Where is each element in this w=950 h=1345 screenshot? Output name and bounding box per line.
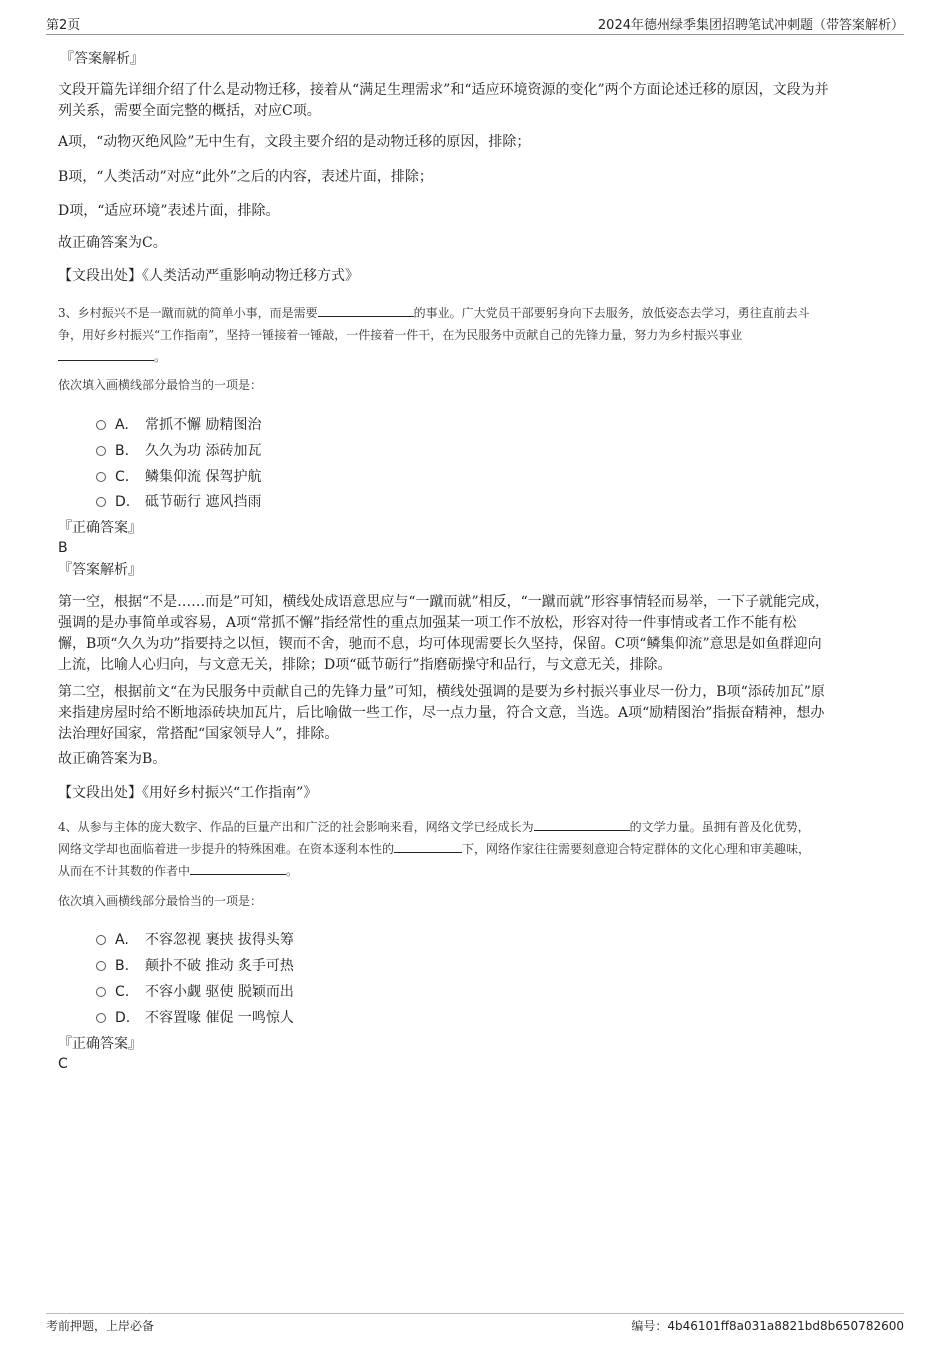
radio-icon[interactable]	[96, 472, 106, 482]
radio-icon[interactable]	[96, 497, 106, 507]
correct-answer-label: 『正确答案』	[58, 1036, 142, 1052]
text-line: 文段开篇先详细介绍了什么是动物迁移，接着从“满足生理需求”和“适应环境资源的变化”两个方面论述迁移的原因，文段为并	[58, 82, 829, 98]
page-number: 第2页	[46, 18, 81, 33]
fill-blank	[534, 816, 630, 831]
text-line: 强调的是办事简单或容易，A项“常抓不懈”指经常性的重点加强某一项工作不放松，形容对待一件事情或者工作不能有松	[58, 615, 797, 631]
question-prompt: 依次填入画横线部分最恰当的一项是：	[58, 378, 263, 392]
text-line: 列关系，需要全面完整的概括，对应C项。	[58, 103, 321, 119]
option-a-analysis: A项，“动物灭绝风险”无中生有，文段主要介绍的是动物迁移的原因，排除；	[58, 134, 531, 150]
page-header	[46, 14, 904, 35]
radio-icon[interactable]	[96, 987, 106, 997]
option-letter: D.	[115, 494, 131, 510]
fill-blank	[190, 860, 286, 875]
text-line: 法治理好国家，常搭配“国家领导人”，排除。	[58, 726, 339, 742]
text-line: 第二空，根据前文“在为民服务中贡献自己的先锋力量”可知，横线处强调的是要为乡村振兴事业尽一份力，B项“添砖加瓦”原	[58, 684, 825, 700]
analysis-paragraph-1	[58, 592, 894, 676]
stem-text: 3、乡村振兴不是一蹴而就的简单小事，而是需要	[58, 306, 318, 320]
option-text: 不容忽视 裹挟 拔得头筹	[145, 932, 294, 948]
q3-option-a[interactable]	[96, 414, 261, 434]
fill-blank	[58, 346, 154, 361]
stem-text: 的事业。广大党员干部要躬身向下去服务，放低姿态去学习，勇往直前去斗	[413, 306, 810, 320]
fill-blank	[318, 302, 414, 317]
q4-option-c[interactable]	[96, 981, 294, 1001]
radio-icon[interactable]	[96, 961, 106, 971]
text-line: 来指建房屋时给不断地添砖块加瓦片，后比喻做一些工作，尽一点力量，符合文意，当选。A项“励精图治”指振奋精神，想办	[58, 705, 825, 721]
stem-text: 。	[286, 864, 299, 878]
q3-option-d[interactable]	[96, 491, 261, 511]
fill-blank	[394, 838, 462, 853]
analysis-paragraph-2	[58, 682, 894, 745]
source: 【文段出处】《用好乡村振兴“工作指南”》	[58, 785, 318, 801]
option-text: 不容小觑 驱使 脱颖而出	[145, 984, 294, 1000]
document-id: 编号：4b46101ff8a031a8821bd8b650782600	[631, 1319, 904, 1333]
page-footer	[46, 1313, 904, 1339]
analysis-label: 『答案解析』	[60, 51, 144, 67]
stem-text: 网络文学却也面临着进一步提升的特殊困难。在资本逐利本性的	[58, 842, 395, 856]
option-b-analysis: B项，“人类活动”对应“此外”之后的内容，表述片面，排除；	[58, 169, 433, 185]
correct-answer: C	[58, 1056, 68, 1072]
radio-icon[interactable]	[96, 420, 106, 430]
text-line: 上流，比喻人心归向，与文意无关，排除；D项“砥节砺行”指磨砺操守和品行，与文意无关，排除。	[58, 657, 672, 673]
stem-text: 的文学力量。虽拥有普及化优势，	[629, 820, 810, 834]
option-text: 久久为功 添砖加瓦	[145, 443, 262, 459]
radio-icon[interactable]	[96, 446, 106, 456]
conclusion: 故正确答案为C。	[58, 235, 167, 251]
stem-text: 4、从参与主体的庞大数字、作品的巨量产出和广泛的社会影响来看，网络文学已经成长为	[58, 820, 534, 834]
option-letter: B.	[115, 443, 130, 459]
option-letter: A.	[115, 417, 129, 433]
stem-text: 争，用好乡村振兴“工作指南”，坚持一锤接着一锤敲，一件接着一件干，在为民服务中贡献自己的先锋力量，努力为乡村振兴事业	[58, 328, 743, 342]
correct-answer-label: 『正确答案』	[58, 520, 142, 536]
correct-answer: B	[58, 540, 68, 556]
q3-option-b[interactable]	[96, 440, 261, 460]
stem-text: 从而在不计其数的作者中	[58, 864, 191, 878]
text-line: 第一空，根据“不是……而是”可知，横线处成语意思应与“一蹴而就”相反，“一蹴而就”形容事情轻而易举，一下子就能完成，	[58, 594, 829, 610]
option-d-analysis: D项，“适应环境”表述片面，排除。	[58, 203, 280, 219]
q4-option-d[interactable]	[96, 1007, 294, 1027]
option-letter: D.	[115, 1010, 131, 1026]
analysis-label: 『答案解析』	[58, 562, 142, 578]
conclusion: 故正确答案为B。	[58, 751, 167, 767]
radio-icon[interactable]	[96, 935, 106, 945]
option-text: 砥节砺行 遮风挡雨	[145, 494, 262, 510]
q4-option-b[interactable]	[96, 955, 294, 975]
option-letter: C.	[115, 984, 130, 1000]
question-3-stem	[58, 302, 894, 368]
option-text: 鳞集仰流 保驾护航	[145, 469, 262, 485]
radio-icon[interactable]	[96, 1013, 106, 1023]
option-letter: C.	[115, 469, 130, 485]
option-letter: A.	[115, 932, 129, 948]
option-letter: B.	[115, 958, 130, 974]
option-text: 不容置喙 催促 一鸣惊人	[145, 1010, 294, 1026]
analysis-paragraph	[58, 80, 894, 122]
question-4-stem	[58, 816, 894, 882]
q3-option-c[interactable]	[96, 466, 261, 486]
question-prompt: 依次填入画横线部分最恰当的一项是：	[58, 894, 263, 908]
q4-option-a[interactable]	[96, 929, 294, 949]
source: 【文段出处】《人类活动严重影响动物迁移方式》	[58, 268, 359, 284]
stem-text: 。	[154, 350, 167, 364]
stem-text: 下，网络作家往往需要刻意迎合特定群体的文化心理和审美趣味，	[462, 842, 811, 856]
text-line: 懈，B项“久久为功”指要持之以恒，锲而不舍，驰而不息，均可体现需要长久坚持，保留。C项“鳞集仰流”意思是如鱼群迎向	[58, 636, 822, 652]
footer-slogan: 考前押题，上岸必备	[46, 1319, 155, 1333]
document-title: 2024年德州绿季集团招聘笔试冲刺题（带答案解析）	[597, 18, 904, 33]
option-text: 颠扑不破 推动 炙手可热	[145, 958, 294, 974]
option-text: 常抓不懈 励精图治	[145, 417, 262, 433]
